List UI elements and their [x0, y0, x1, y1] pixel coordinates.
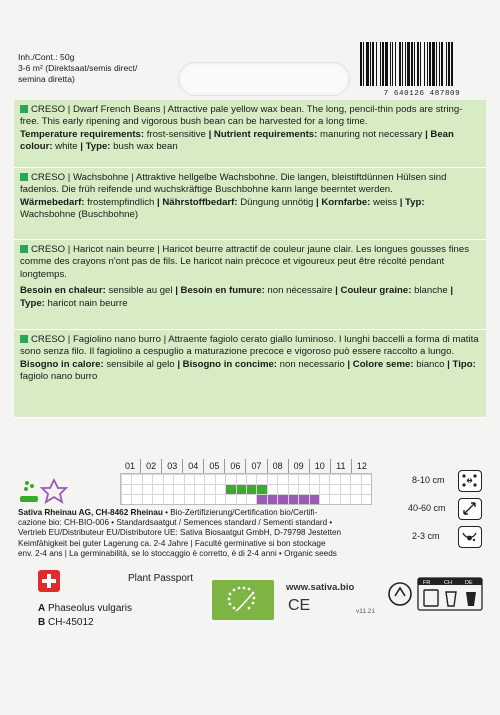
calendar-cell — [152, 494, 162, 504]
barcode-bar — [436, 42, 437, 86]
calendar-cell — [121, 494, 131, 504]
variety-name: CRESO — [31, 104, 66, 115]
website-link[interactable]: www.sativa.bio — [286, 582, 355, 593]
sowing-area: 3-6 m² (Direktsaat/semis direct/ — [18, 63, 138, 73]
value-nutrient: non nécessaire — [264, 285, 336, 297]
calendar-cell — [173, 474, 183, 484]
calendar-months — [120, 459, 372, 473]
label-colour: | Colore seme: — [347, 358, 414, 370]
section-german — [14, 168, 486, 240]
value-temperature: frost-sensitive — [144, 128, 209, 140]
calendar-cell — [225, 494, 235, 504]
calendar-cell — [184, 474, 194, 484]
botanical-name: Phaseolus vulgaris — [45, 603, 132, 614]
barcode-bar — [417, 42, 419, 86]
calendar-cell — [329, 474, 339, 484]
value-colour: weiss — [370, 196, 400, 208]
sowing-depth — [400, 526, 495, 548]
calendar-cell — [256, 494, 266, 504]
calendar-month-10: 10 — [309, 459, 330, 473]
calendar-cell — [236, 484, 246, 494]
calendar-cell — [361, 484, 371, 494]
variety-name: CRESO — [31, 244, 66, 255]
value-type: bush wax bean — [110, 141, 178, 153]
description: | Dwarf French Beans | Attractive pale yellow wax bean. The long, pencil-thin pods are string-free. This early ripening and vigorous bush bean can be harvested for a long time. — [20, 104, 463, 128]
plant-passport-label: Plant Passport — [128, 573, 194, 584]
section-english — [14, 100, 486, 168]
barcode-bar — [446, 42, 447, 86]
plant-spacing — [400, 498, 495, 520]
label-nutrient: | Besoin en fumure: — [175, 285, 265, 297]
company-name: Sativa Rheinau AG, CH-8462 Rheinau — [18, 508, 163, 517]
description: | Fagiolino nano burro | Attraente fagiolo cerato giallo luminoso. I lunghi baccelli a forma di matita sono senza filo. Il fagiolino a cespuglio a maturazione precoce e vigoroso può essere raccolto a lungo. — [20, 334, 479, 358]
calendar-cell — [121, 474, 131, 484]
value-colour: blanche — [411, 285, 451, 297]
calendar-month-08: 08 — [267, 459, 288, 473]
calendar-cell — [298, 494, 308, 504]
barcode-bar — [382, 42, 384, 86]
sowing-calendar — [120, 459, 372, 505]
calendar-cell — [246, 494, 256, 504]
barcode-bar — [448, 42, 450, 86]
label-type: | Typ: — [399, 196, 425, 208]
label-temperature: Wärmebedarf: — [20, 196, 85, 208]
calendar-cell — [340, 494, 350, 504]
green-square-icon — [20, 105, 28, 113]
plant-spacing-icon — [458, 498, 482, 520]
barcode-bar — [427, 42, 428, 86]
barcode-bar — [405, 42, 406, 86]
green-square-icon — [20, 173, 28, 181]
calendar-cell — [236, 494, 246, 504]
barcode-bar — [407, 42, 410, 86]
calendar-cell — [142, 494, 152, 504]
barcode-bar — [402, 42, 403, 86]
section-italian — [14, 330, 486, 418]
variety-name: CRESO — [31, 172, 66, 183]
calendar-cell — [288, 474, 298, 484]
calendar-cell — [319, 494, 329, 504]
calendar-cell — [350, 484, 360, 494]
calendar-cell — [267, 474, 277, 484]
eu-organic-logo-icon — [212, 580, 274, 620]
label-colour: | Kornfarbe: — [315, 196, 371, 208]
calendar-cell — [215, 474, 225, 484]
label-type: | Type: — [20, 285, 454, 309]
calendar-cell — [163, 484, 173, 494]
value-temperature: sensibile al gelo — [103, 358, 178, 370]
calendar-cell — [163, 474, 173, 484]
ce-mark: CE — [288, 597, 311, 614]
contents-weight: Inh./Cont.: 50g — [18, 52, 75, 62]
barcode-bar — [451, 42, 453, 86]
calendar-month-06: 06 — [224, 459, 245, 473]
calendar-cell — [277, 484, 287, 494]
calendar-cell — [225, 474, 235, 484]
recycle-label-de: DE — [465, 580, 473, 586]
field-b-label: B — [38, 617, 46, 628]
sowing-depth-value: 2-3 cm — [412, 531, 440, 541]
label-nutrient: | Nutrient requirements: — [208, 128, 318, 140]
calendar-cell — [194, 474, 204, 484]
row-spacing-value: 8-10 cm — [412, 475, 445, 485]
calendar-cell — [361, 494, 371, 504]
calendar-month-01: 01 — [125, 461, 136, 471]
barcode-bar — [414, 42, 415, 86]
recycle-label-fr: FR — [423, 580, 431, 586]
calendar-cell — [184, 484, 194, 494]
row-spacing-icon — [458, 470, 482, 492]
calendar-cell — [142, 474, 152, 484]
calendar-month-09: 09 — [288, 459, 309, 473]
row-spacing — [400, 470, 495, 492]
calendar-cell — [298, 474, 308, 484]
registration-number: CH-45012 — [45, 617, 94, 628]
calendar-cell — [319, 484, 329, 494]
barcode-bar — [424, 42, 425, 86]
calendar-cell — [340, 474, 350, 484]
calendar-cell — [236, 474, 246, 484]
calendar-cell — [329, 484, 339, 494]
recycle-label-ch: CH — [444, 580, 452, 586]
calendar-cell — [173, 484, 183, 494]
field-a-label: A — [38, 603, 46, 614]
sowing-depth-icon — [458, 526, 482, 548]
calendar-month-04: 04 — [182, 459, 203, 473]
barcode-bars — [358, 40, 486, 88]
barcode — [358, 40, 486, 98]
calendar-cell — [329, 494, 339, 504]
label-colour: | Couleur graine: — [335, 285, 412, 297]
calendar-cell — [204, 494, 214, 504]
calendar-cell — [152, 474, 162, 484]
label-temperature: Besoin en chaleur: — [20, 285, 106, 297]
calendar-cell — [350, 474, 360, 484]
barcode-bar — [429, 42, 431, 86]
plant-spacing-value: 40-60 cm — [408, 503, 446, 513]
barcode-bar — [395, 42, 396, 86]
calendar-month-11: 11 — [330, 459, 351, 473]
calendar-cell — [309, 484, 319, 494]
label-colour: | Bean colour: — [20, 128, 454, 153]
calendar-cell — [131, 494, 141, 504]
barcode-bar — [363, 42, 364, 86]
label-type: | Type: — [80, 141, 111, 153]
calendar-cell — [204, 474, 214, 484]
sowing-area-cont: semina diretta) — [18, 74, 75, 84]
calendar-cell — [173, 494, 183, 504]
label-temperature: Bisogno in calore: — [20, 358, 104, 370]
barcode-bar — [392, 42, 393, 86]
calendar-cell — [277, 474, 287, 484]
calendar-cell — [267, 484, 277, 494]
calendar-cell — [152, 484, 162, 494]
barcode-bar — [380, 42, 381, 86]
calendar-cell — [309, 474, 319, 484]
calendar-cell — [131, 484, 141, 494]
calendar-cell — [194, 484, 204, 494]
value-temperature: sensible au gel — [105, 285, 176, 297]
label-nutrient: | Bisogno in concime: — [177, 358, 278, 370]
company-line2: cazione bio: CH-BIO-006 • Standardsaatgut / Semences standard / Sementi standard • — [18, 518, 333, 528]
company-info — [18, 508, 390, 559]
calendar-cell — [121, 484, 131, 494]
calendar-cell — [267, 494, 277, 504]
calendar-cell — [194, 494, 204, 504]
calendar-cell — [309, 494, 319, 504]
barcode-bar — [420, 42, 421, 86]
barcode-bar — [411, 42, 413, 86]
plant-passport-info — [38, 602, 132, 630]
sowing-harvest-icon — [18, 476, 72, 504]
calendar-cell — [246, 484, 256, 494]
calendar-cell — [340, 484, 350, 494]
calendar-cell — [277, 494, 287, 504]
calendar-month-07: 07 — [245, 459, 266, 473]
barcode-bar — [439, 42, 440, 86]
calendar-cell — [184, 494, 194, 504]
calendar-month-03: 03 — [161, 459, 182, 473]
calendar-cell — [142, 484, 152, 494]
company-line4: Keimfähigkeit bei guter Lagerung ca. 2-4 Jahre | Faculté germinative si bon stockage — [18, 538, 326, 548]
calendar-cell — [215, 494, 225, 504]
calendar-cell — [256, 474, 266, 484]
version-label: v11.21 — [356, 608, 376, 615]
calendar-month-12: 12 — [351, 459, 372, 473]
calendar-cell — [288, 484, 298, 494]
packet-window — [178, 62, 350, 96]
value-colour: bianco — [413, 358, 448, 370]
barcode-bar — [432, 42, 435, 86]
calendar-cell — [131, 474, 141, 484]
value-colour: white — [52, 141, 81, 153]
calendar-cell — [163, 494, 173, 504]
green-square-icon — [20, 245, 28, 253]
swiss-cross-icon — [38, 570, 60, 592]
barcode-bar — [366, 42, 369, 86]
section-french — [14, 240, 486, 330]
package-info — [18, 52, 178, 85]
barcode-number: 7 640126 487809 — [383, 90, 461, 98]
barcode-bar — [370, 42, 371, 86]
calendar-cell — [256, 484, 266, 494]
barcode-bar — [399, 42, 401, 86]
barcode-bar — [385, 42, 388, 86]
value-nutrient: Düngung unnötig — [237, 196, 316, 208]
green-square-icon — [20, 335, 28, 343]
calendar-cell — [288, 494, 298, 504]
company-line1: • Bio-Zertifizierung/Certification bio/Certifi- — [162, 508, 318, 517]
barcode-bar — [390, 42, 391, 86]
label-temperature: Temperature requirements: — [20, 128, 145, 140]
calendar-cell — [204, 484, 214, 494]
company-line5: env. 2-4 ans | La germinabilità, se lo stoccaggio è corretto, è di 2-4 anni • Organic seeds — [18, 548, 337, 558]
value-type: haricot nain beurre — [44, 297, 128, 309]
barcode-bar — [441, 42, 443, 86]
description: | Haricot nain beurre | Haricot beurre attractif de couleur jaune clair. Les longues gousses fines comme des crayons n'ont pas de fils. Le haricot nain précoce et vigoureux peut être récolté pendant longtemps. — [20, 244, 469, 280]
recycling-icon — [388, 572, 488, 612]
label-type: | Tipo: — [447, 358, 476, 370]
value-temperature: frostempfindlich — [84, 196, 158, 208]
calendar-cell — [298, 484, 308, 494]
description: | Wachsbohne | Attraktive hellgelbe Wachsbohne. Die langen, bleistiftdünnen Hülsen sind fadenlos. Die früh reifende und wuchskräftige Buschbohne kann lange beerntet werden. — [20, 172, 447, 196]
calendar-month-05: 05 — [203, 459, 224, 473]
calendar-cell — [319, 474, 329, 484]
company-line3: Vertrieb EU/Distributeur EU/Distributore UE: Sativa Biosaatgut GmbH, D-79798 Jestetten — [18, 528, 342, 538]
calendar-cell — [215, 484, 225, 494]
barcode-bar — [372, 42, 374, 86]
calendar-grid — [120, 473, 372, 505]
value-type: Wachsbohne (Buschbohne) — [20, 209, 139, 221]
value-type: fagiolo nano burro — [20, 371, 98, 383]
value-nutrient: manuring not necessary — [317, 128, 426, 140]
label-nutrient: | Nährstoffbedarf: — [157, 196, 238, 208]
barcode-bar — [360, 42, 362, 86]
calendar-cell — [350, 494, 360, 504]
calendar-cell — [225, 484, 235, 494]
calendar-month-02: 02 — [140, 459, 161, 473]
calendar-cell — [361, 474, 371, 484]
variety-name: CRESO — [31, 334, 66, 345]
value-nutrient: non necessario — [277, 358, 348, 370]
barcode-bar — [376, 42, 377, 86]
calendar-cell — [246, 474, 256, 484]
